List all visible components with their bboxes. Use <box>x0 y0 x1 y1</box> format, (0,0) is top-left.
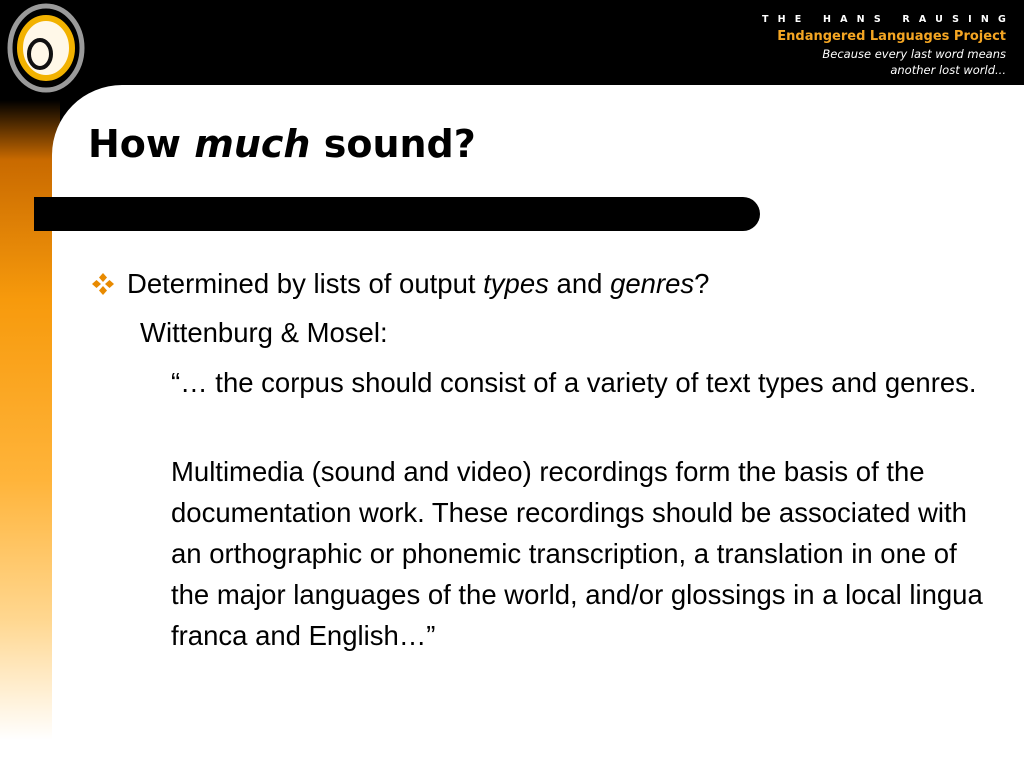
brand-tagline-line1: Because every last word means <box>822 47 1006 61</box>
brand-tagline <box>762 46 1006 78</box>
title-italic-word: much <box>194 122 311 166</box>
slide-title <box>88 122 476 166</box>
quote-paragraph-2: Multimedia (sound and video) recordings form the basis of the documentation work. These recordings should be associated with an orthographic or phonemic transcription, a translation in one of the major languages of the world, and/or glossings in a local lingua franca and English…” <box>171 456 983 651</box>
brand-block <box>761 14 1015 78</box>
bullet-text-mid: and <box>548 268 611 299</box>
content-panel <box>52 85 1024 768</box>
title-part1: How <box>88 122 195 166</box>
bullet-text-genres: genres <box>610 268 695 299</box>
sub-heading: Wittenburg & Mosel: <box>140 317 388 348</box>
logo-icon <box>6 2 86 94</box>
bullet-text-pre: Determined by lists of output <box>127 268 484 299</box>
brand-top-line: THE HANS RAUSING <box>761 14 1015 25</box>
title-part3: sound? <box>310 122 476 166</box>
bullet-text-post: ? <box>694 268 710 299</box>
quote-paragraph-1: “… the corpus should consist of a variety of text types and genres. <box>171 367 977 398</box>
brand-tagline-line2: another lost world... <box>890 63 1006 77</box>
title-underline-bar <box>34 197 760 231</box>
bullet-text <box>127 263 709 304</box>
brand-project-name: Endangered Languages Project <box>777 29 1006 44</box>
bullet-text-types: types <box>483 268 549 299</box>
diamond-bullet-icon <box>90 271 116 297</box>
